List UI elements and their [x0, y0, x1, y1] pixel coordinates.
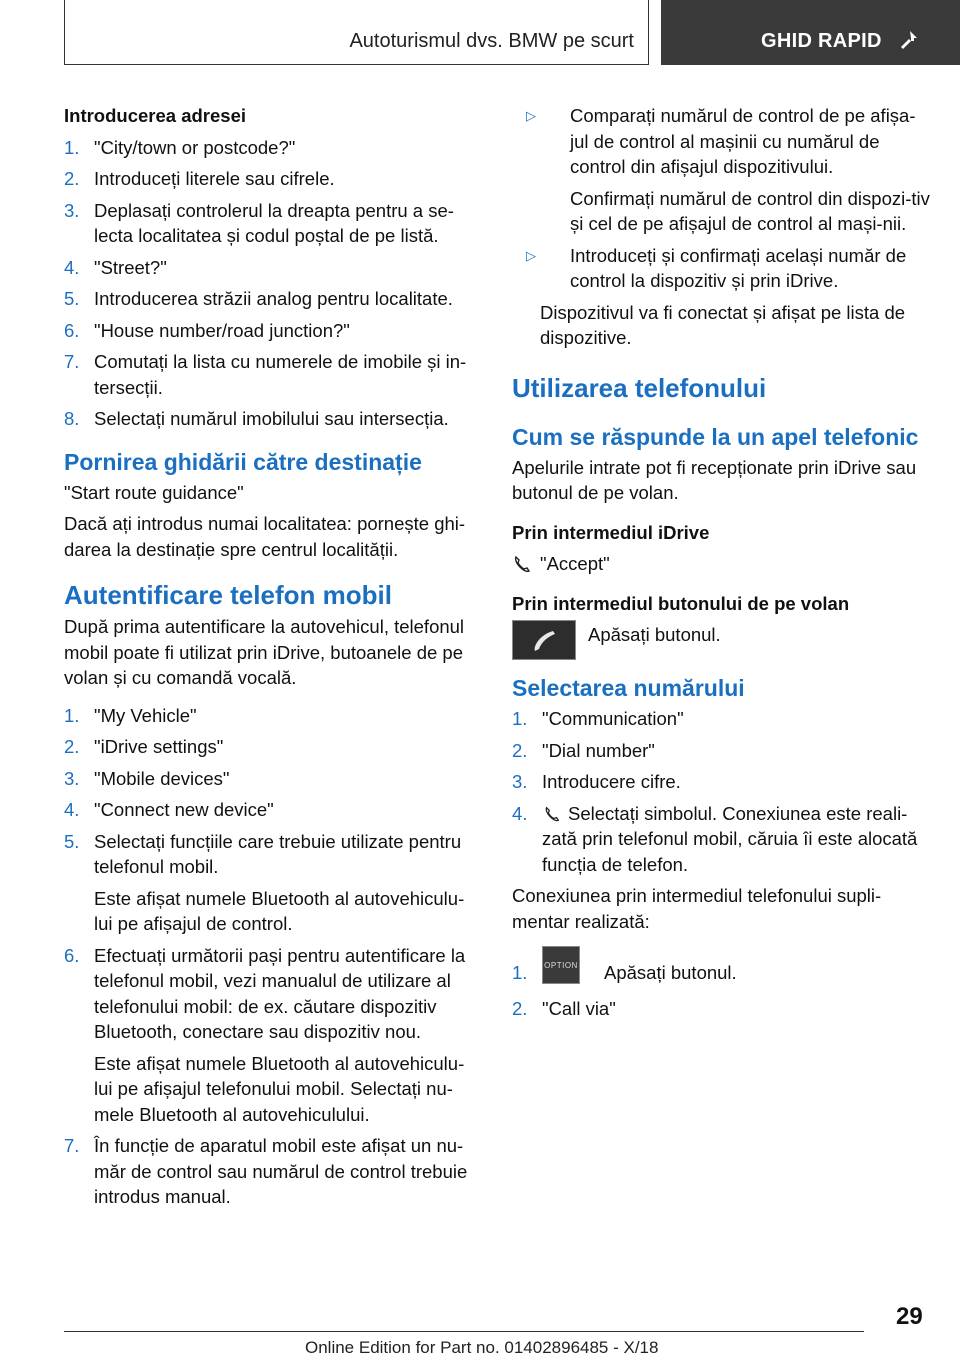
step-text: "Dial number" [542, 739, 655, 761]
list-item [64, 166, 482, 192]
list-item [64, 766, 482, 792]
list-item [64, 406, 482, 432]
via-idrive-heading: Prin intermediul iDrive [512, 521, 710, 543]
triangle-bullet-icon: ▷ [526, 108, 536, 123]
answer-paragraph: Apelurile intrate pot fi recepționate prin iDrive sau butonul de pe volan. [512, 456, 917, 503]
step-number: 2. [64, 736, 80, 757]
phone-handset-icon [513, 621, 577, 661]
step-text: "Mobile devices" [94, 767, 230, 789]
extra-phone-paragraph: Conexiunea prin intermediul telefonului supli-mentar realizată: [512, 885, 882, 932]
page-number: 29 [896, 1303, 923, 1330]
quick-guide-label: GHID RAPID [761, 30, 882, 52]
step-text: Selectați numărul imobilului sau intersecția. [94, 408, 449, 429]
step-number: 5. [64, 288, 80, 309]
list-item [64, 255, 482, 281]
option-steps-list [512, 996, 932, 1022]
bullet-note: Confirmați numărul de control din dispozi-tiv și cel de pe afișajul de control al mași-nii. [570, 187, 930, 234]
step-text: Deplasați controlerul la dreapta pentru a se-lecta localitatea și codul poștal de pe listă. [94, 199, 454, 246]
step-number: 2. [512, 998, 528, 1019]
bullet-text: Introduceți și confirmați același număr de control la dispozitiv și prin iDrive. [570, 244, 907, 291]
list-item [64, 286, 482, 312]
guidance-heading: Pornirea ghidării către destinație [64, 448, 422, 475]
step-number: 7. [64, 351, 80, 372]
header-section-title: Autoturismul dvs. BMW pe scurt [349, 30, 634, 52]
auth-heading: Autentificare telefon mobil [64, 580, 392, 610]
footer-edition: Online Edition for Part no. 01402896485 - X/18 [305, 1338, 659, 1357]
step-note: Este afișat numele Bluetooth al autovehiculu-lui pe afișajul telefonului mobil. Selectați nu-mele Bluetooth al autovehiculului. [94, 1052, 465, 1125]
step-number: 3. [64, 199, 80, 221]
step-text: Selectați funcțiile care trebuie utilizate pentru telefonul mobil. [94, 830, 462, 877]
option-button-image: OPTION [542, 946, 580, 984]
option-step-1 [512, 946, 932, 988]
phone-button-image [512, 620, 576, 660]
step-number: 3. [512, 771, 528, 792]
step-text: "Call via" [542, 998, 616, 1019]
step-number: 4. [64, 256, 80, 278]
list-item [512, 996, 932, 1022]
step-number: 8. [64, 408, 80, 429]
list-item [64, 198, 482, 249]
select-number-heading: Selectarea numărului [512, 675, 745, 701]
step-text: Introducere cifre. [542, 771, 681, 792]
list-item [64, 797, 482, 823]
list-item [64, 135, 482, 161]
guidance-paragraph-2: Dacă ați introdus numai localitatea: pornește ghi-darea la destinație spre centrul localității. [64, 513, 466, 560]
step-text: Introducerea străzii analog pentru localitate. [94, 288, 453, 309]
list-item [64, 349, 482, 400]
step-text: Selectați simbolul. Conexiunea este reali-zată prin telefonul mobil, căruia îi este alocată funcția de telefon. [542, 802, 918, 875]
step-number: 1. [64, 704, 80, 726]
compare-list [512, 103, 932, 294]
step-text: "Connect new device" [94, 799, 274, 820]
step-number: 6. [64, 319, 80, 341]
phone-icon [542, 805, 562, 823]
step-number: 2. [64, 168, 80, 189]
step-number: 5. [64, 830, 80, 852]
wheel-button-row [512, 620, 932, 664]
list-item [64, 829, 482, 937]
step-text: "Communication" [542, 708, 684, 729]
step-number: 3. [64, 767, 80, 789]
guidance-paragraph-1: "Start route guidance" [64, 481, 244, 503]
accept-label: "Accept" [540, 553, 610, 574]
list-item [64, 318, 482, 344]
bullet-text: Comparați numărul de control de pe afișa-jul de control al mașinii cu numărul de control din afișajul dispozitivului. [570, 105, 916, 177]
list-item [512, 769, 932, 795]
address-heading: Introducerea adresei [64, 105, 246, 126]
auth-paragraph: După prima autentificare la autovehicul, telefonul mobil poate fi utilizat prin iDrive, butoanele de pe volan și cu comandă vocală. [64, 616, 465, 688]
list-item [64, 943, 482, 1128]
step-text: Introduceți literele sau cifrele. [94, 168, 335, 189]
list-item [512, 801, 932, 878]
answer-call-heading: Cum se răspunde la un apel telefonic [512, 423, 919, 450]
list-item [512, 243, 932, 294]
via-wheel-heading: Prin intermediul butonului de pe volan [512, 592, 850, 614]
step-number: 4. [512, 802, 528, 824]
header-quick-guide-tab [661, 0, 960, 65]
list-item [64, 1133, 482, 1210]
right-column [512, 103, 932, 1028]
step-text: "Street?" [94, 256, 167, 278]
address-steps-list [64, 135, 482, 432]
step-text: "City/town or postcode?" [94, 136, 296, 158]
step-text: "House number/road junction?" [94, 319, 350, 341]
step-text: Comutați la lista cu numerele de imobile și in-tersecții. [94, 351, 467, 398]
step-text: "iDrive settings" [94, 736, 224, 757]
step-number: 2. [512, 739, 528, 761]
option-step-1-number: 1. [512, 962, 528, 983]
list-item [512, 103, 932, 237]
wrench-icon [897, 29, 919, 51]
step-text: Efectuați următorii pași pentru autentificare la telefonul mobil, vezi manualul de utilizare al telefonului mobil: de ex. căutare dispozitiv Bluetooth, conectare sau dispozitiv nou. [94, 944, 466, 1042]
footer-divider [64, 1331, 864, 1332]
list-item [512, 738, 932, 764]
step-text: În funcție de aparatul mobil este afișat un nu-măr de control sau numărul de control trebuie introdus manual. [94, 1135, 468, 1207]
press-button-label: Apăsați butonul. [588, 624, 721, 645]
step-number: 1. [64, 136, 80, 158]
triangle-bullet-icon: ▷ [526, 247, 536, 263]
select-steps-list [512, 706, 932, 877]
list-item [64, 734, 482, 760]
connected-paragraph: Dispozitivul va fi conectat și afișat pe lista de dispozitive. [540, 301, 906, 348]
auth-steps-list [64, 703, 482, 1210]
phone-icon [512, 554, 532, 574]
list-item [64, 703, 482, 729]
option-step-1-text: Apăsați butonul. [604, 962, 737, 983]
step-note: Este afișat numele Bluetooth al autovehiculu-lui pe afișajul de control. [94, 887, 465, 934]
step-text: "My Vehicle" [94, 704, 197, 726]
use-phone-heading: Utilizarea telefonului [512, 372, 767, 403]
step-number: 6. [64, 944, 80, 966]
list-item [512, 706, 932, 732]
step-number: 1. [512, 708, 528, 729]
left-column [64, 103, 482, 1216]
header-section-box [64, 0, 649, 65]
step-number: 7. [64, 1135, 80, 1156]
accept-line [512, 551, 932, 577]
step-number: 4. [64, 799, 80, 820]
